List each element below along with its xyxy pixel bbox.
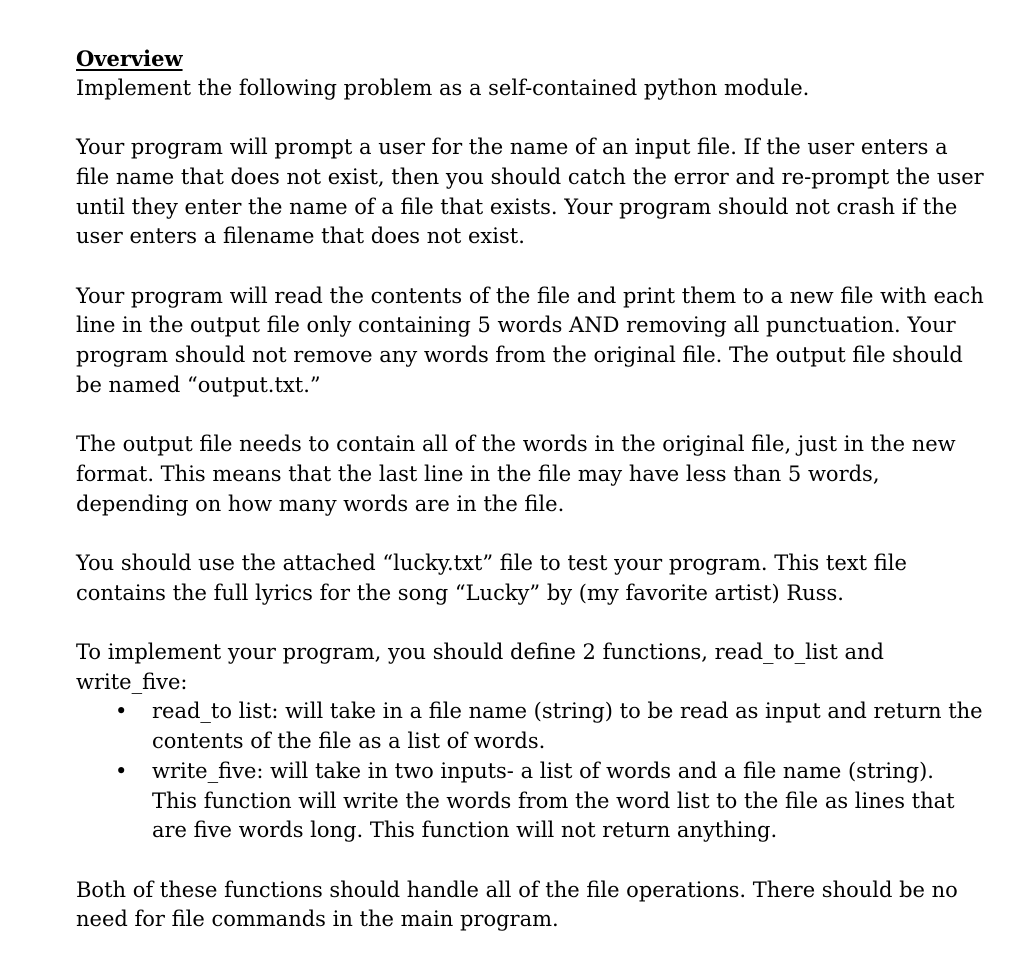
paragraph-test-file: You should use the attached “lucky.txt” file to test your program. This text file contains the full lyrics for the song “Lucky” by (my favorite artist) Russ. xyxy=(76,550,907,605)
paragraph-prompt: Your program will prompt a user for the name of an input file. If the user enters a file name that does not exist, then you should catch the error and re-prompt the user until they enter the name of a file that exists. Your program should not crash if the user enters a filename that does not exist. xyxy=(76,135,984,249)
function-list xyxy=(76,697,984,846)
list-item xyxy=(115,757,984,846)
bullet-icon: • xyxy=(115,758,128,783)
list-item-text: write_five: will take in two inputs- a list of words and a file name (string). This function will write the words from the word list to the file as lines that are five words long. This function will not return anything. xyxy=(152,758,955,843)
paragraph-closing: Both of these functions should handle all of the file operations. There should be no need for file commands in the main program. xyxy=(76,877,958,932)
intro-text: Implement the following problem as a self-contained python module. xyxy=(76,75,810,100)
bullet-icon: • xyxy=(115,699,128,724)
list-item xyxy=(115,697,984,756)
paragraph-output: Your program will read the contents of the file and print them to a new file with each line in the output file only containing 5 words AND removing all punctuation. Your program should not remove any words from the original file. The output file should be named “output.txt.” xyxy=(76,283,984,397)
paragraph-format: The output file needs to contain all of the words in the original file, just in the new format. This means that the last line in the file may have less than 5 words, depending on how many words are in the file. xyxy=(76,432,956,516)
overview-section xyxy=(76,44,984,103)
section-heading: Overview xyxy=(76,46,183,71)
paragraph-functions: To implement your program, you should define 2 functions, read_to_list and write_five: xyxy=(76,639,884,694)
list-item-text: read_to list: will take in a file name (string) to be read as input and return the contents of the file as a list of words. xyxy=(152,699,983,754)
